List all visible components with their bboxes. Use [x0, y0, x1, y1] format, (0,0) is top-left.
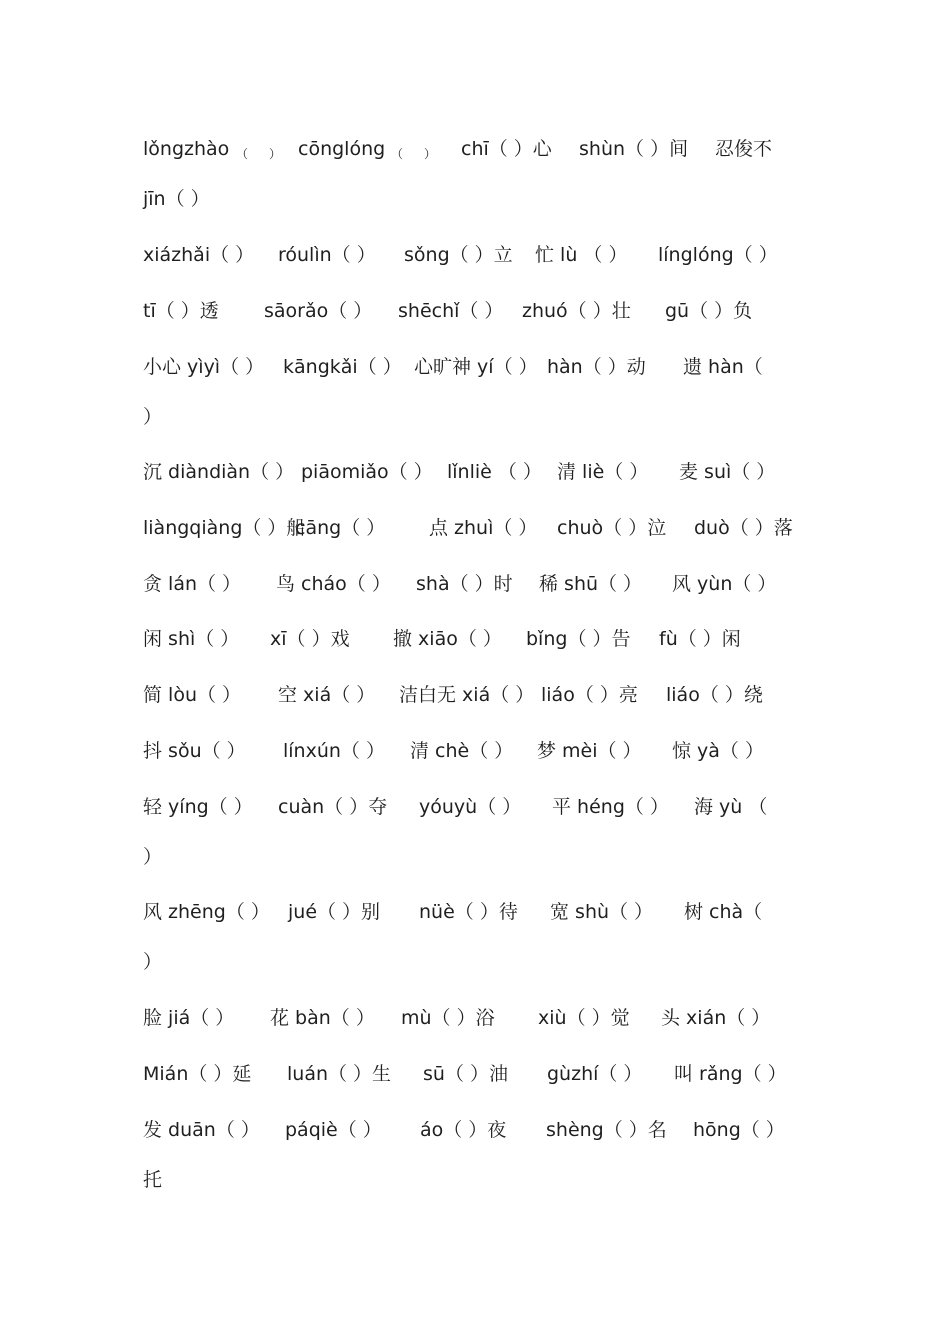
exercise-item: cōnglóng	[298, 138, 386, 160]
exercise-item: 麦 suì（ ）	[679, 461, 776, 483]
exercise-item: shèng（ ）名	[546, 1119, 667, 1141]
exercise-item: 点 zhuì（ ）	[429, 517, 538, 539]
exercise-item: 洁白无 xiá（ ）	[399, 684, 535, 706]
exercise-item: bǐng（ ）告	[526, 628, 631, 650]
exercise-item: 托	[143, 1169, 163, 1191]
exercise-item: 海 yù （	[694, 796, 768, 818]
exercise-item: ）	[269, 147, 282, 161]
exercise-item: 小心 yìyì（ ）	[143, 356, 265, 378]
exercise-item: chuò（ ）泣	[557, 517, 667, 539]
exercise-item: 梦 mèi（ ）	[537, 740, 642, 762]
exercise-item: 平 héng（ ）	[552, 796, 669, 818]
exercise-item: lǐnliè （ ）	[447, 461, 542, 483]
exercise-item: jīn（ ）	[143, 188, 210, 210]
exercise-item: lǒngzhào	[143, 138, 230, 160]
exercise-item: 忙 lù （ ）	[535, 244, 628, 266]
exercise-item: 叫 rǎng（ ）	[674, 1063, 787, 1085]
exercise-item: róulìn（ ）	[278, 244, 376, 266]
exercise-item: gū（ ）负	[665, 300, 753, 322]
exercise-item: xiù（ ）觉	[538, 1007, 630, 1029]
exercise-item: sāorǎo（ ）	[264, 300, 373, 322]
exercise-item: 宽 shù（ ）	[550, 901, 654, 923]
exercise-item: 遗 hàn（	[683, 356, 763, 378]
exercise-item: línxún（ ）	[283, 740, 385, 762]
exercise-item: 稀 shū（ ）	[539, 573, 643, 595]
exercise-item: 花 bàn（ ）	[270, 1007, 375, 1029]
exercise-item: gùzhí（ ）	[547, 1063, 643, 1085]
exercise-item: 简 lòu（ ）	[143, 684, 242, 706]
exercise-item: 清 liè（ ）	[557, 461, 649, 483]
exercise-item: 头 xián（ ）	[661, 1007, 771, 1029]
exercise-item: 闲 shì（ ）	[143, 628, 240, 650]
exercise-item: 沉 diàndiàn（ ）	[143, 461, 295, 483]
exercise-item: liáo（ ）亮	[541, 684, 638, 706]
exercise-item: 忍俊不	[715, 138, 773, 160]
exercise-item: hōng（ ）	[693, 1119, 785, 1141]
exercise-item: xiázhǎi（ ）	[143, 244, 255, 266]
exercise-item: fù（ ）闲	[659, 628, 741, 650]
exercise-item: 空 xiá（ ）	[278, 684, 376, 706]
exercise-item: cāng（ ）	[295, 517, 386, 539]
exercise-item: 风 yùn（ ）	[672, 573, 777, 595]
exercise-item: línglóng（ ）	[658, 244, 778, 266]
exercise-item: ）	[143, 406, 163, 428]
exercise-item: 风 zhēng（ ）	[143, 901, 270, 923]
exercise-item: （	[236, 147, 249, 161]
exercise-item: 惊 yà（ ）	[672, 740, 764, 762]
exercise-item: ）	[143, 846, 163, 868]
exercise-item: sǒng（ ）立	[404, 244, 513, 266]
exercise-item: hàn（ ）动	[547, 356, 646, 378]
exercise-item: zhuó（ ）壮	[522, 300, 631, 322]
exercise-item: piāomiǎo（ ）	[301, 461, 433, 483]
exercise-item: 抖 sǒu（ ）	[143, 740, 246, 762]
exercise-item: páqiè（ ）	[285, 1119, 382, 1141]
exercise-item: nüè（ ）待	[419, 901, 518, 923]
exercise-item: áo（ ）夜	[420, 1119, 507, 1141]
exercise-item: 树 chà（	[684, 901, 763, 923]
exercise-item: shà（ ）时	[416, 573, 513, 595]
exercise-item: liàngqiàng（ ）船	[143, 517, 306, 539]
exercise-item: kāngkǎi（ ）	[283, 356, 402, 378]
exercise-item: 清 chè（ ）	[410, 740, 514, 762]
exercise-item: mù（ ）浴	[401, 1007, 495, 1029]
exercise-item: 贪 lán（ ）	[143, 573, 242, 595]
exercise-item: luán（ ）生	[287, 1063, 392, 1085]
exercise-item: 鸟 cháo（ ）	[276, 573, 391, 595]
exercise-item: Mián（ ）延	[143, 1063, 252, 1085]
exercise-item: sū（ ）油	[423, 1063, 508, 1085]
exercise-item: 发 duān（ ）	[143, 1119, 260, 1141]
exercise-item: liáo（ ）绕	[666, 684, 763, 706]
exercise-item: xī（ ）戏	[270, 628, 350, 650]
exercise-item: （	[391, 147, 404, 161]
exercise-item: cuàn（ ）夺	[278, 796, 388, 818]
exercise-item: shùn（ ）间	[579, 138, 689, 160]
exercise-item: 心旷神 yí（ ）	[414, 356, 538, 378]
exercise-item: 撤 xiāo（ ）	[393, 628, 502, 650]
exercise-item: 脸 jiá（ ）	[143, 1007, 235, 1029]
exercise-item: ）	[424, 147, 437, 161]
exercise-item: jué（ ）别	[288, 901, 381, 923]
exercise-item: shēchǐ（ ）	[398, 300, 504, 322]
exercise-item: duò（ ）落	[694, 517, 793, 539]
exercise-item: yóuyù（ ）	[419, 796, 522, 818]
exercise-item: 轻 yíng（ ）	[143, 796, 253, 818]
exercise-item: ）	[143, 951, 163, 973]
exercise-item: tī（ ）透	[143, 300, 219, 322]
exercise-item: chī（ ）心	[461, 138, 552, 160]
